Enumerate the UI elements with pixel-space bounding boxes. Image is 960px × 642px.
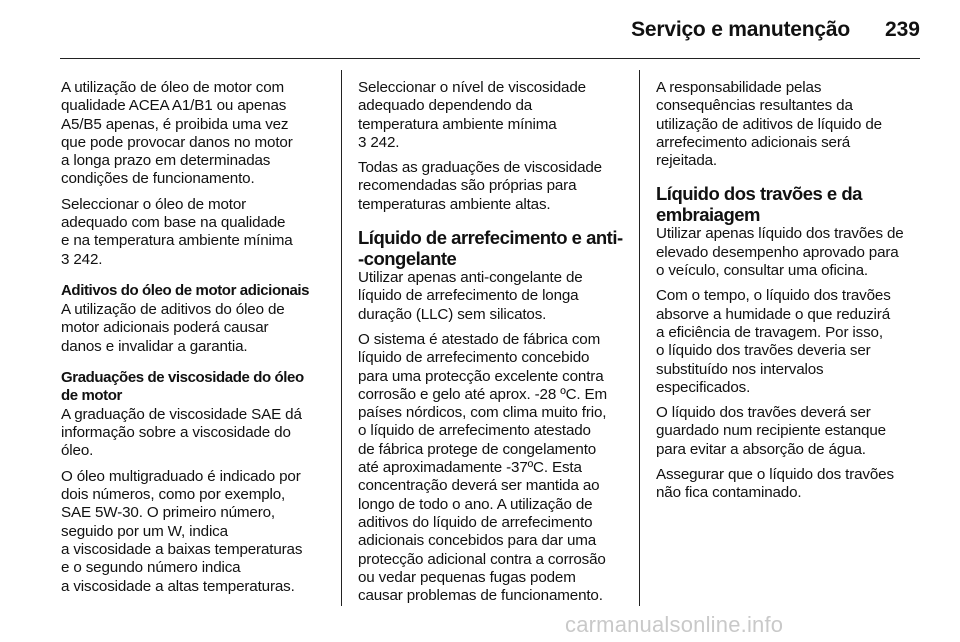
column-divider: [341, 70, 342, 606]
paragraph: Todas as graduações de viscosidade recomendadas são próprias para temperaturas ambiente altas.: [358, 159, 602, 213]
text-column-1: [61, 79, 329, 603]
section-heading: Líquido dos travões e da embraiagem: [656, 183, 862, 225]
paragraph: Utilizar apenas líquido dos travões de elevado desempenho aprovado para o veículo, consultar uma oficina.: [656, 225, 904, 280]
section-heading: Líquido de arrefecimento e anti- -congelante: [358, 227, 623, 269]
page-title: Serviço e manutenção: [631, 18, 850, 41]
paragraph: O sistema é atestado de fábrica com líquido de arrefecimento concebido para uma protecção excelente contra corrosão e gelo até aprox. -28 ºC. Em países nórdicos, com clima muito frio, o líquido de arrefecimento atestado de fábrica protege de congelamento até aproximadamente -37ºC. Esta concentração deverá ser mantida ao longo de todo o ano. A utilização de aditivos do líquido de arrefecimento adicionais concebidos para dar uma protecção adicional contra a corrosão ou vedar pequenas fugas podem causar problemas de funcionamento.: [358, 330, 608, 605]
text-column-3: [656, 79, 924, 510]
header-rule: [60, 58, 920, 59]
paragraph: A utilização de óleo de motor com qualidade ACEA A1/B1 ou apenas A5/B5 apenas, é proibida uma vez que pode provocar danos no motor a longa prazo em determinadas condições de funcionamento.: [61, 79, 293, 188]
paragraph: A graduação de viscosidade SAE dá informação sobre a viscosidade do óleo.: [61, 405, 302, 460]
paragraph: O óleo multigraduado é indicado por dois números, como por exemplo, SAE 5W-30. O primeiro número, seguido por um W, indica a viscosidade a baixas temperaturas e o segundo número indica a viscosidade a altas temperaturas.: [61, 467, 303, 595]
paragraph: O líquido dos travões deverá ser guardado num recipiente estanque para evitar a absorção de água.: [656, 404, 886, 458]
paragraph: A utilização de aditivos do óleo de motor adicionais poderá causar danos e invalidar a garantia.: [61, 300, 285, 355]
text-column-2: [358, 79, 626, 612]
paragraph: Seleccionar o óleo de motor adequado com base na qualidade e na temperatura ambiente mínima 3 242.: [61, 195, 293, 268]
paragraph: Assegurar que o líquido dos travões não fica contaminado.: [656, 466, 894, 502]
watermark: carmanualsonline.info: [565, 612, 784, 637]
paragraph: Seleccionar o nível de viscosidade adequado dependendo da temperatura ambiente mínima 3 242.: [358, 79, 586, 151]
column-divider: [639, 70, 640, 606]
page-number: 239: [884, 18, 920, 41]
paragraph: Utilizar apenas anti-congelante de líquido de arrefecimento de longa duração (LLC) sem silicatos.: [358, 269, 583, 323]
subsection-heading: Aditivos do óleo de motor adicionais: [61, 281, 310, 299]
paragraph: A responsabilidade pelas consequências resultantes da utilização de aditivos de líquido de arrefecimento adicionais será rejeitada.: [656, 79, 882, 170]
subsection-heading: Graduações de viscosidade do óleo de motor: [61, 368, 304, 404]
paragraph: Com o tempo, o líquido dos travões absorve a humidade o que reduzirá a eficiência de travagem. Por isso, o líquido dos travões deveria ser substituído nos intervalos especificados.: [656, 287, 891, 396]
